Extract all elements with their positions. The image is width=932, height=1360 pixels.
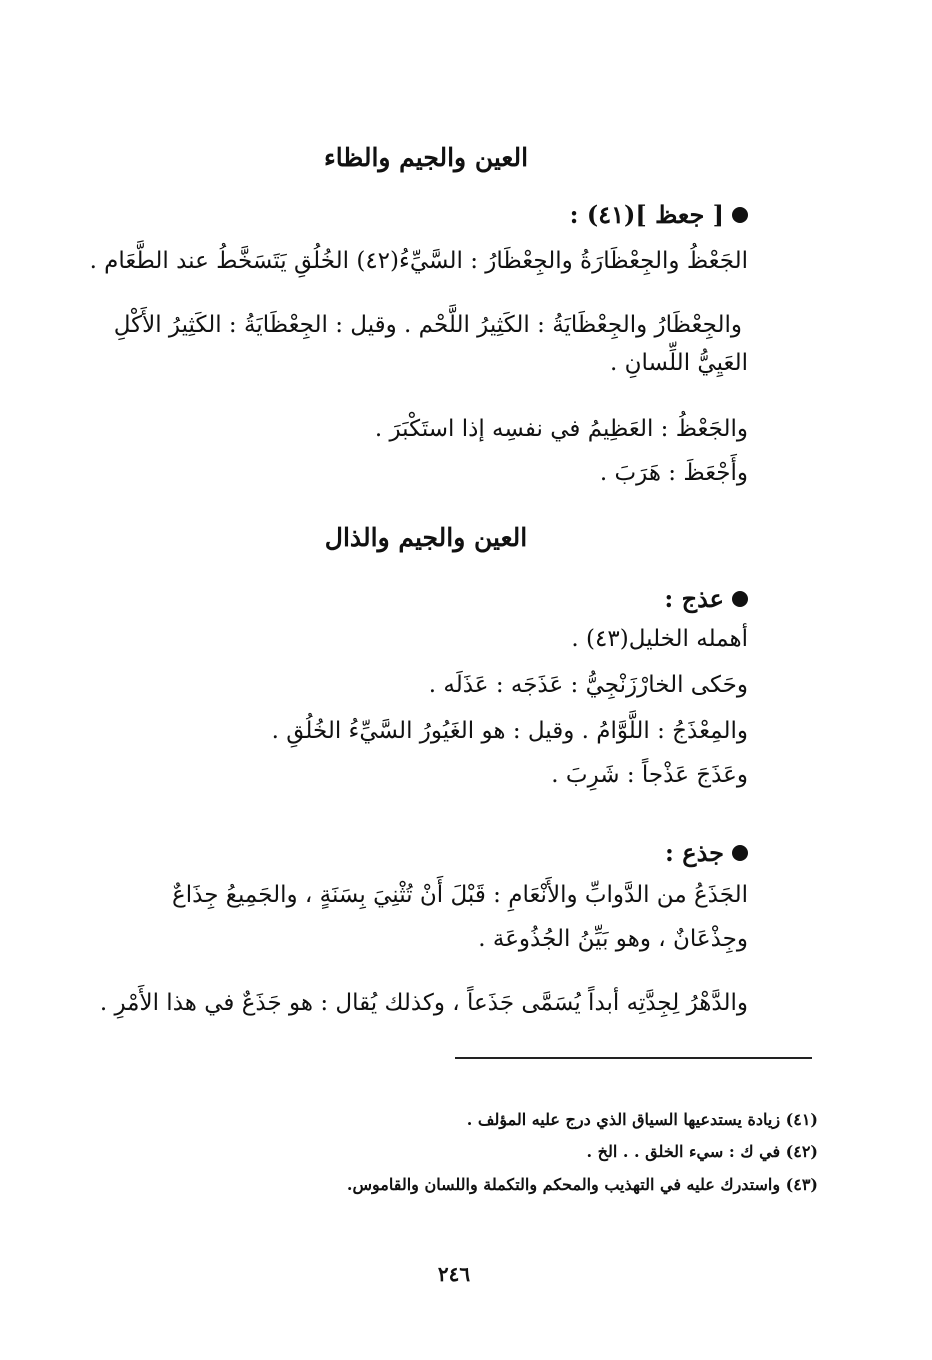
- bullet-icon: [732, 591, 748, 607]
- footnote-separator: [455, 1057, 812, 1059]
- entry-line: والمِعْذَجُ : اللَّوَّامُ . وقيل : هو الغَيُورُ السَّيِّءُ الخُلُقِ .: [271, 718, 748, 744]
- entry-line: العَيِيُّ اللِّسانِ .: [610, 350, 748, 376]
- footnote: (٤٣) واستدرك عليه في التهذيب والمحكم والتكملة واللسان والقاموس.: [346, 1175, 818, 1194]
- entry-headword: [570, 200, 748, 229]
- entry-line: الجَعْظُ والجِعْظَارَةُ والجِعْظَارُ : السَّيِّءُ(٤٢) الخُلُقِ يَتَسَخَّطُ عند الطَّعَام .: [89, 248, 748, 274]
- footnote: (٤٢) في ك : سيء الخلق . . الخ .: [586, 1142, 818, 1161]
- section-heading: العين والجيم والظاء: [323, 143, 529, 172]
- entry-headword: [664, 584, 748, 613]
- entry-headword: [665, 838, 748, 867]
- entry-line: وجِذْعَانٌ ، وهو بَيِّنُ الجُذُوعَة .: [478, 926, 748, 952]
- entry-line: أهمله الخليل(٤٣) .: [571, 626, 748, 652]
- entry-headword-text: [ جعظ ](٤١) :: [569, 200, 724, 229]
- page-number: ٢٤٦: [437, 1262, 471, 1286]
- entry-line: وعَذَجَ عَذْجاً : شَرِبَ .: [551, 762, 748, 788]
- entry-headword-text: جذع :: [665, 838, 724, 867]
- entry-line: وأَجْعَظَ : هَرَبَ .: [599, 460, 748, 486]
- entry-line: والجِعْظَارُ والجِعْظَايَةُ : الكَثِيرُ اللَّحْم . وقيل : الجِعْظَايَةُ : الكَثِيرُ الأَكْلِ: [113, 312, 742, 338]
- entry-line: والجَعْظُ : العَظِيمُ في نفسِه إذا استَكْبَرَ .: [374, 416, 748, 442]
- entry-line: الجَذَعُ من الدَّوابِّ والأَنْعَامِ : قَبْلَ أَنْ تُثْنِيَ بِسَنَةٍ ، والجَمِيعُ جِذَاعٌ: [172, 882, 748, 908]
- entry-line: والدَّهْرُ لِجِدَّتِه أبداً يُسَمَّى جَذَعاً ، وكذلك يُقال : هو جَذَعٌ في هذا الأَمْرِ .: [99, 990, 748, 1016]
- section-heading: العين والجيم والذال: [324, 523, 528, 552]
- footnote: (٤١) زيادة يستدعيها السياق الذي درج عليه المؤلف .: [466, 1110, 818, 1129]
- bullet-icon: [732, 845, 748, 861]
- entry-line: وحَكى الخارْزَنْجِيُّ : عَذَجَه : عَذَلَه .: [428, 672, 748, 698]
- entry-headword-text: عذج :: [664, 584, 724, 613]
- bullet-icon: [732, 207, 748, 223]
